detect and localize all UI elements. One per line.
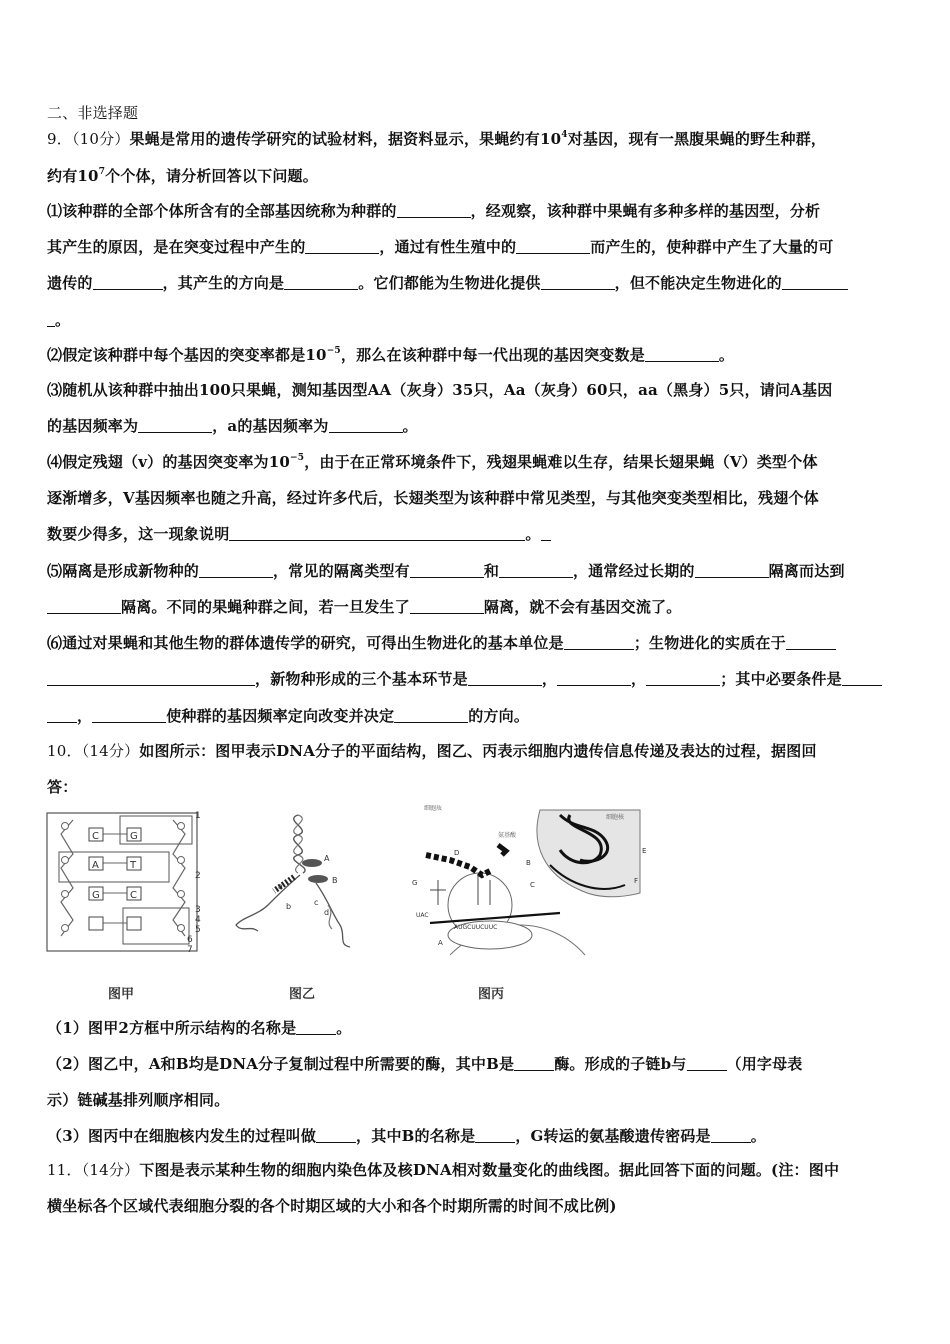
q10-sub2-line2: 示）链碱基排列顺序相同。 — [47, 1091, 230, 1109]
q10-sub1: （1）图甲2方框中所示结构的名称是 。 — [47, 1019, 352, 1037]
answer-blank[interactable] — [199, 563, 273, 578]
q9-score: （10分） — [71, 130, 130, 148]
q10-score: （14分） — [81, 742, 140, 760]
figure-jia-caption: 图甲 — [108, 987, 135, 1002]
answer-blank[interactable] — [541, 275, 615, 290]
answer-blank[interactable] — [316, 1128, 356, 1143]
q9-part4-line2: 逐渐增多，V基因频率也随之升高，经过许多代后，长翅类型为该种群中常见类型，与其他突变类型相比，残翅个体 — [47, 489, 819, 507]
label: d — [324, 908, 330, 917]
mrna-sequence: AUGCUUCUUC — [454, 924, 498, 931]
base-label: G — [92, 890, 100, 901]
q9-part4-line3: 数要少得多，这一现象说明 。 — [47, 524, 907, 544]
q9-part1-line3: 遗传的 ，其产生的方向是 。它们都能为生物进化提供 ，但不能决定生物进化的 — [47, 273, 907, 293]
answer-blank[interactable] — [47, 708, 77, 723]
answer-blank[interactable] — [557, 671, 631, 686]
frame-2 — [59, 852, 169, 882]
figure-yi-dna-replication — [228, 805, 368, 955]
figure-jia-dna-structure — [45, 808, 205, 960]
q9-part2: ⑵假定该种群中每个基因的突变率都是$10^{-5}$，那么在该种群中每一代出现的基因突变数是 。 — [47, 346, 735, 364]
label: b — [286, 902, 292, 911]
q9-part5-line2: 隔离。不同的果蝇种群之间，若一旦发生了 隔离，就不会有基因交流了。 — [47, 597, 907, 617]
answer-blank[interactable] — [564, 635, 634, 650]
number-label: 1 — [195, 811, 201, 821]
phosphate — [62, 823, 69, 830]
q9-number: 9． — [47, 130, 72, 148]
phosphate — [62, 891, 69, 898]
q11-intro-line2: 横坐标各个区域代表细胞分裂的各个时期区域的大小和各个时期所需的时间不成比例) — [47, 1197, 617, 1215]
label: a — [278, 882, 283, 891]
small-label: 细胞核 — [606, 814, 625, 821]
number-label: 6 — [187, 935, 193, 945]
answer-blank[interactable] — [410, 563, 484, 578]
q10-sub2-line1: （2）图乙中，A和B均是DNA分子复制过程中所需要的酶，其中B是 酶。形成的子链b与 （用字母表 — [47, 1055, 803, 1073]
answer-blank[interactable] — [397, 203, 471, 218]
answer-blank[interactable] — [138, 418, 212, 433]
q9-part5-line1: ⑸隔离是形成新物种的 ，常见的隔离类型有 和 ，通常经过长期的 隔离而达到 — [47, 562, 845, 580]
q9-part3-line2: 的基因频率为 ，a的基因频率为 。 — [47, 417, 418, 435]
answer-blank[interactable] — [47, 671, 255, 686]
small-label: 氨基酸 — [498, 832, 517, 839]
phosphate — [178, 925, 185, 932]
q9-part4-line1: ⑷假定残翅（v）的基因突变率为$10^{-5}$，由于在正常环境条件下，残翅果蝇难以生存，结果长翅果蝇（V）类型个体 — [47, 453, 818, 471]
base-box — [127, 917, 141, 930]
q9-part6-line3: ， 使种群的基因频率定向改变并决定 的方向。 — [47, 706, 907, 726]
answer-blank[interactable] — [842, 671, 882, 686]
figure-yi-caption: 图乙 — [289, 987, 316, 1002]
answer-blank[interactable] — [646, 671, 720, 686]
answer-blank[interactable] — [516, 239, 590, 254]
section-title: 二、非选择题 — [47, 104, 139, 122]
q9-part6-line1: ⑹通过对果蝇和其他生物的群体遗传学的研究，可得出生物进化的基本单位是 ；生物进化的实质在于 — [47, 633, 907, 653]
number-label: 7 — [187, 945, 193, 955]
daughter-strand — [316, 883, 350, 947]
q9-part1-line2: 其产生的原因，是在突变过程中产生的 ，通过有性生殖中的 而产生的，使种群中产生了大量的可 — [47, 238, 834, 256]
base-label: C — [130, 890, 137, 901]
q11-score: （14分） — [81, 1161, 140, 1179]
number-label: 5 — [195, 925, 201, 935]
answer-blank[interactable] — [284, 275, 358, 290]
answer-blank[interactable] — [499, 563, 573, 578]
answer-blank[interactable] — [468, 671, 542, 686]
answer-blank[interactable] — [305, 239, 379, 254]
enzyme-a — [302, 859, 322, 867]
base-label: G — [130, 831, 138, 842]
label: F — [634, 877, 639, 885]
answer-blank[interactable] — [296, 1020, 336, 1035]
answer-blank[interactable] — [514, 1056, 554, 1071]
answer-blank[interactable] — [687, 1056, 727, 1071]
answer-blank[interactable] — [541, 526, 551, 541]
q9-intro-line2: 约有$10^7$个个体，请分析回答以下问题。 — [47, 167, 318, 185]
parent-helix — [294, 815, 303, 873]
answer-blank[interactable] — [47, 599, 121, 614]
anticodon-label: UAC — [416, 912, 429, 919]
answer-blank[interactable] — [410, 599, 484, 614]
label: A — [438, 939, 443, 947]
right-backbone — [173, 820, 185, 936]
q10-number: 10． — [47, 742, 82, 760]
answer-blank[interactable] — [782, 275, 848, 290]
label: A — [324, 854, 330, 863]
base-box — [89, 917, 103, 930]
answer-blank[interactable] — [329, 418, 403, 433]
label: E — [642, 847, 647, 855]
base-label: C — [92, 831, 99, 842]
answer-blank[interactable] — [394, 708, 468, 723]
figure-bing-gene-expression — [410, 805, 650, 965]
label: c — [314, 898, 319, 907]
label: B — [332, 876, 338, 885]
q9-intro-line1: 9．（10分）果蝇是常用的遗传学研究的试验材料，据资料显示，果蝇约有$10^4$对基因，现有一黑腹果蝇的野生种群， — [47, 130, 827, 148]
left-backbone — [61, 820, 73, 936]
answer-blank[interactable] — [711, 1128, 751, 1143]
q11-intro-line1: 11．（14分）下图是表示某种生物的细胞内染色体及核DNA相对数量变化的曲线图。据此回答下面的问题。(注：图中 — [47, 1161, 840, 1179]
answer-blank[interactable] — [93, 275, 163, 290]
small-label: 细胞质 — [424, 805, 443, 812]
number-label: 4 — [195, 915, 201, 925]
number-label: 3 — [195, 905, 201, 915]
number-label: 2 — [195, 871, 201, 881]
label: C — [530, 881, 535, 889]
q9-part1-line4: 。 — [47, 310, 907, 330]
label: B — [526, 859, 531, 867]
answer-blank[interactable] — [475, 1128, 515, 1143]
phosphate — [178, 823, 185, 830]
phosphate — [62, 857, 69, 864]
answer-blank[interactable] — [92, 708, 166, 723]
answer-blank[interactable] — [47, 312, 55, 327]
phosphate — [62, 925, 69, 932]
figure-bing-caption: 图丙 — [478, 987, 505, 1002]
nucleus — [537, 810, 640, 897]
label: D — [454, 849, 460, 857]
base-label: T — [130, 860, 137, 871]
polypeptide-chain — [426, 855, 490, 875]
answer-blank[interactable] — [786, 635, 836, 650]
q9-part6-line2: ，新物种形成的三个基本环节是 ， ， ；其中必要条件是 — [47, 669, 907, 689]
answer-blank[interactable] — [229, 526, 525, 541]
amino-acid — [498, 845, 506, 855]
phosphate — [178, 857, 185, 864]
enzyme-b — [308, 875, 328, 883]
q10-intro-line1: 10．（14分）如图所示：图甲表示DNA分子的平面结构，图乙、丙表示细胞内遗传信息传递及表达的过程，据图回 — [47, 742, 817, 760]
q9-part1-line1: ⑴该种群的全部个体所含有的全部基因统称为种群的 ，经观察，该种群中果蝇有多种多样的基因型，分析 — [47, 202, 821, 220]
q9-part3-line1: ⑶随机从该种群中抽出100只果蝇，测知基因型AA（灰身）35只，Aa（灰身）60只，aa（黑身）5只，请问A基因 — [47, 381, 833, 399]
q10-sub3: （3）图丙中在细胞核内发生的过程叫做 ，其中B的名称是 ，G转运的氨基酸遗传密码是 。 — [47, 1127, 766, 1145]
answer-blank[interactable] — [695, 563, 769, 578]
phosphate — [178, 891, 185, 898]
answer-blank[interactable] — [645, 347, 719, 362]
base-label: A — [92, 860, 99, 871]
q11-number: 11． — [47, 1161, 82, 1179]
q10-intro-line2: 答： — [47, 778, 78, 796]
label: G — [412, 879, 418, 887]
